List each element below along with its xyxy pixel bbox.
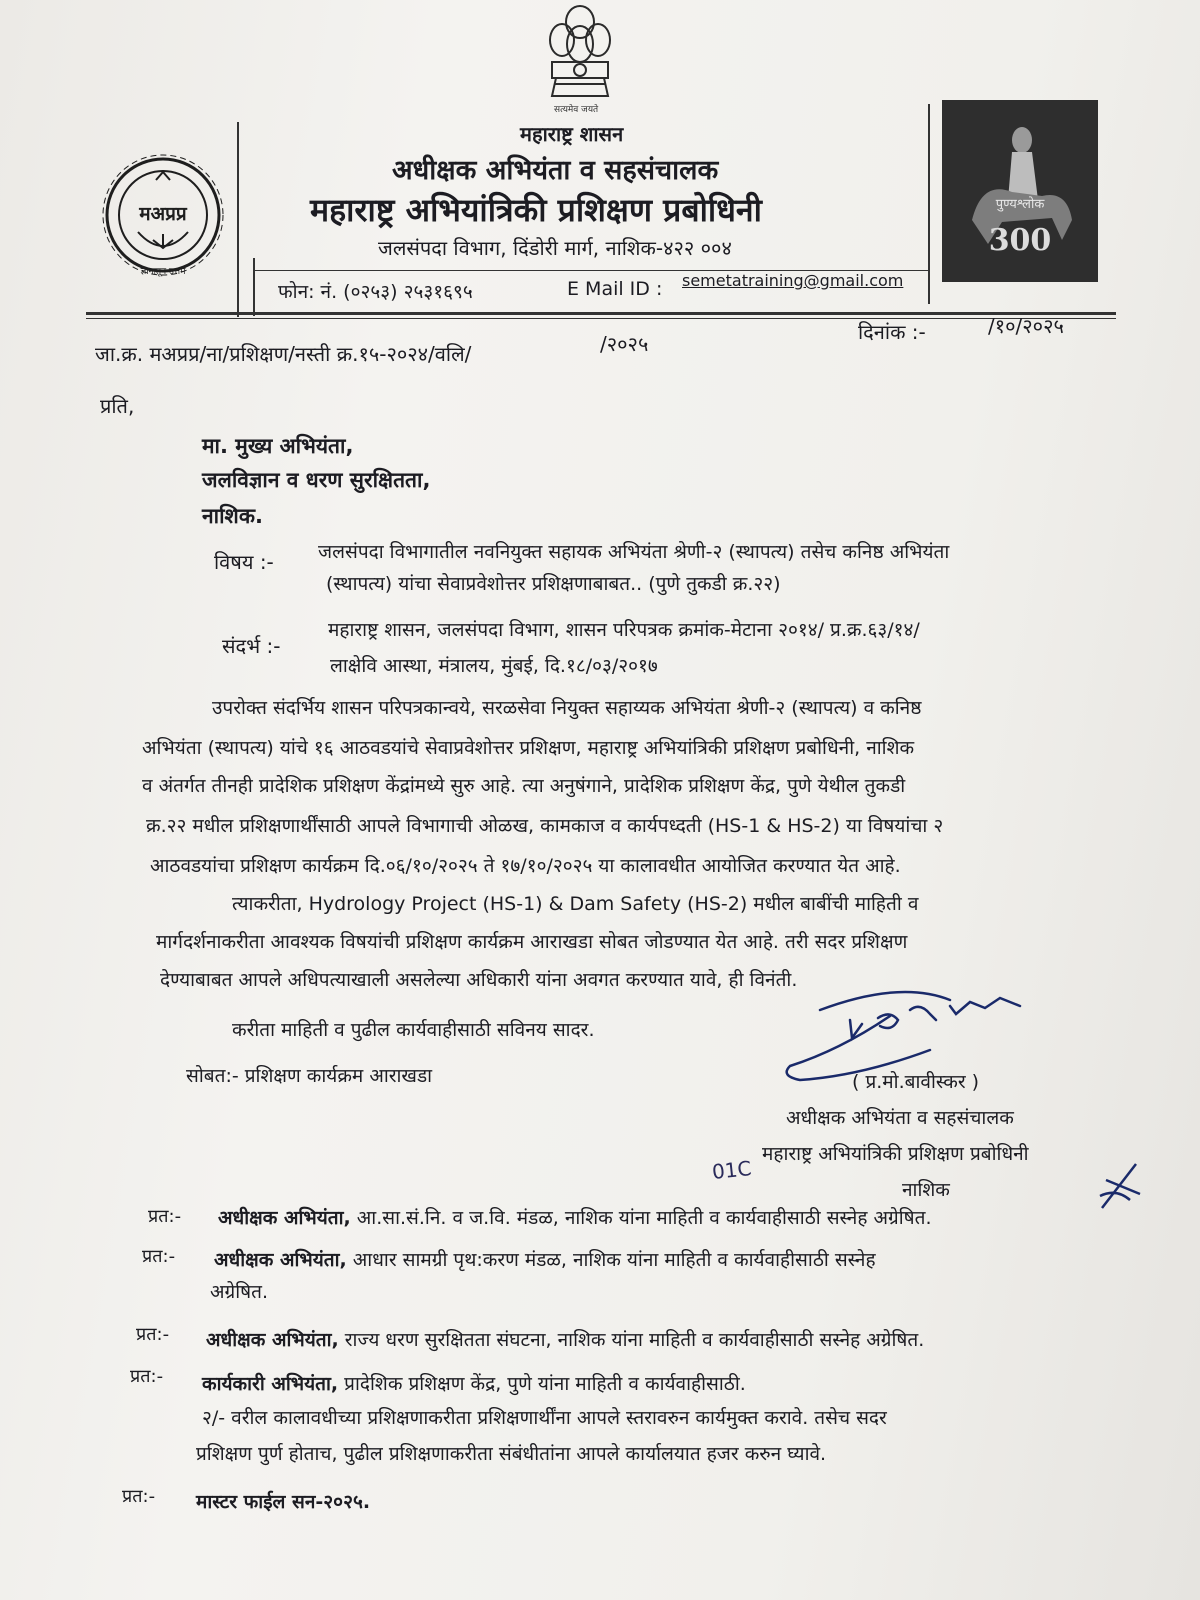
subject-label: विषय :- — [214, 550, 274, 574]
header-rule-lower — [86, 312, 1116, 315]
reference-label: संदर्भ :- — [222, 634, 281, 658]
header-address: जलसंपदा विभाग, दिंडोरी मार्ग, नाशिक-४२२ ००४ — [378, 236, 732, 260]
copy3-body: राज्य धरण सुरक्षितता संघटना, नाशिक यांना माहिती व कार्यवाहीसाठी सस्नेह अग्रेषित. — [338, 1329, 925, 1351]
copy1-body: आ.सा.सं.नि. व ज.वि. मंडळ, नाशिक यांना माहिती व कार्यवाहीसाठी सस्नेह अग्रेषित. — [350, 1207, 932, 1229]
logo-text: मअप्रप्र — [139, 203, 187, 225]
copy2-text-line2: अग्रेषित. — [210, 1281, 269, 1303]
header-office-title: अधीक्षक अभियंता व सहसंचालक — [392, 155, 719, 186]
body-p1-line3: व अंतर्गत तीनही प्रादेशिक प्रशिक्षण केंद्रांमध्ये सुरु आहे. त्या अनुषंगाने, प्रादेशिक प्रशिक्षण केंद्र, पुणे येथील तुकडी — [142, 775, 906, 797]
reference-number: जा.क्र. मअप्रप्र/ना/प्रशिक्षण/नस्ती क्र.१५-२०२४/वलि/ — [95, 342, 472, 366]
reference-year: /२०२५ — [600, 332, 649, 356]
copy4-addressee: कार्यकारी अभियंता, — [202, 1373, 339, 1395]
header-divider-mid — [253, 258, 255, 316]
subject-line2: (स्थापत्य) यांचा सेवाप्रवेशोत्तर प्रशिक्षणाबाबत.. (पुणे तुकडी क्र.२२) — [326, 573, 781, 595]
copy4-label: प्रत:- — [130, 1366, 164, 1387]
copy4-body: प्रादेशिक प्रशिक्षण केंद्र, पुणे यांना माहिती व कार्यवाहीसाठी. — [338, 1373, 746, 1395]
header-rule-lower2 — [86, 318, 1116, 319]
copy1-text — [218, 1204, 931, 1230]
photo-number: 300 — [988, 223, 1052, 258]
copy3-text — [206, 1326, 924, 1352]
signatory-title1: अधीक्षक अभियंता व सहसंचालक — [786, 1107, 1014, 1129]
body-p2-line2: मार्गदर्शनाकरीता आवश्यक विषयांची प्रशिक्षण कार्यक्रम आराखडा सोबत जोडण्यात येत आहे. तरी सदर प्रशिक्षण — [156, 931, 908, 953]
header-email-link[interactable]: semetatraining@gmail.com — [682, 271, 904, 290]
body-p1-line4: क्र.२२ मधील प्रशिक्षणार्थींसाठी आपले विभागाची ओळख, कामकाज व कार्यपध्दती (HS-1 & HS-2) या विषयांचा २ — [146, 815, 944, 837]
subject-line1: जलसंपदा विभागातील नवनियुक्त सहायक अभियंता श्रेणी-२ (स्थापत्य) तसेच कनिष्ठ अभियंता — [318, 541, 950, 563]
header-divider-right — [928, 104, 930, 304]
date-label: दिनांक :- — [858, 320, 926, 344]
photo-caption: पुण्यश्लोक — [995, 197, 1045, 212]
margin-note: 01C — [710, 1156, 753, 1184]
enclosure-line: सोबत:- प्रशिक्षण कार्यक्रम आराखडा — [186, 1065, 433, 1087]
note-line2: प्रशिक्षण पुर्ण होताच, पुढील प्रशिक्षणाकरीता संबंधीतांना आपले कार्यालयात हजर करुन घ्यावे. — [196, 1443, 827, 1465]
addressee-line1: मा. मुख्य अभियंता, — [202, 434, 354, 458]
signatory-name: ( प्र.मो.बावीस्कर ) — [852, 1071, 980, 1093]
body-p1-line2: अभियंता (स्थापत्य) यांचे १६ आठवडयांचे सेवाप्रवेशोत्तर प्रशिक्षण, महाराष्ट्र अभियांत्रिकी प्रशिक्षण प्रबोधिनी, नाशिक — [142, 737, 915, 759]
signatory-title3: नाशिक — [902, 1179, 950, 1201]
header-phone: फोन: नं. (०२५३) २५३१६९५ — [278, 281, 473, 303]
copy2-text — [214, 1246, 876, 1272]
copy1-label: प्रत:- — [148, 1206, 182, 1227]
horse-rider-image-icon — [942, 100, 1098, 282]
national-emblem-icon — [540, 0, 620, 118]
header-government: महाराष्ट्र शासन — [520, 122, 624, 146]
copy4-text — [202, 1370, 746, 1396]
header-divider-left — [237, 122, 239, 317]
reference-line1: महाराष्ट्र शासन, जलसंपदा विभाग, शासन परिपत्रक क्रमांक-मेटाना २०१४/ प्र.क्र.६३/१४/ — [328, 619, 920, 641]
closing-line: करीता माहिती व पुढील कार्यवाहीसाठी सविनय सादर. — [232, 1019, 595, 1041]
master-label: प्रत:- — [122, 1486, 156, 1507]
academy-logo-icon — [98, 150, 228, 280]
commemorative-photo — [942, 100, 1098, 282]
copy2-body: आधार सामग्री पृथ:करण मंडळ, नाशिक यांना माहिती व कार्यवाहीसाठी सस्नेह — [346, 1249, 876, 1271]
signatory-title2: महाराष्ट्र अभियांत्रिकी प्रशिक्षण प्रबोधिनी — [762, 1143, 1029, 1165]
note-line1: २/- वरील कालावधीच्या प्रशिक्षणाकरीता प्रशिक्षणार्थींना आपले स्तरावरुन कार्यमुक्त करावे. तसेच सदर — [202, 1407, 887, 1429]
copy2-addressee: अधीक्षक अभियंता, — [214, 1249, 347, 1271]
salutation: प्रति, — [100, 394, 135, 418]
body-p2-line3: देण्याबाबत आपले अधिपत्याखाली असलेल्या अधिकारी यांना अवगत करण्यात यावे, ही विनंती. — [160, 969, 798, 991]
initials-mark — [1096, 1160, 1146, 1214]
logo-tagline: ज्ञानातून उत्तम — [140, 267, 186, 277]
date-value: /१०/२०२५ — [988, 314, 1064, 338]
reference-line2: लाक्षेवि आस्था, मंत्रालय, मुंबई, दि.१८/०३/२०१७ — [330, 655, 658, 677]
addressee-line3: नाशिक. — [202, 504, 263, 528]
header-academy-title: महाराष्ट्र अभियांत्रिकी प्रशिक्षण प्रबोधिनी — [310, 191, 762, 229]
copy3-label: प्रत:- — [136, 1324, 170, 1345]
header-email-label: E Mail ID : — [567, 278, 663, 300]
addressee-line2: जलविज्ञान व धरण सुरक्षितता, — [202, 468, 431, 492]
copy2-label: प्रत:- — [142, 1246, 176, 1267]
body-p2-line1: त्याकरीता, Hydrology Project (HS-1) & Dam Safety (HS-2) मधील बाबींची माहिती व — [232, 893, 919, 915]
body-p1-line1: उपरोक्त संदर्भिय शासन परिपत्रकान्वये, सरळसेवा नियुक्त सहाय्यक अभियंता श्रेणी-२ (स्थापत्य) व कनिष्ठ — [212, 697, 922, 719]
copy1-addressee: अधीक्षक अभियंता, — [218, 1207, 351, 1229]
emblem-motto: सत्यमेव जयते — [554, 105, 599, 115]
body-p1-line5: आठवडयांचा प्रशिक्षण कार्यक्रम दि.०६/१०/२०२५ ते १७/१०/२०२५ या कालावधीत आयोजित करण्यात येत आहे. — [150, 855, 901, 877]
copy3-addressee: अधीक्षक अभियंता, — [206, 1329, 339, 1351]
master-file-line: मास्टर फाईल सन-२०२५. — [196, 1491, 371, 1513]
